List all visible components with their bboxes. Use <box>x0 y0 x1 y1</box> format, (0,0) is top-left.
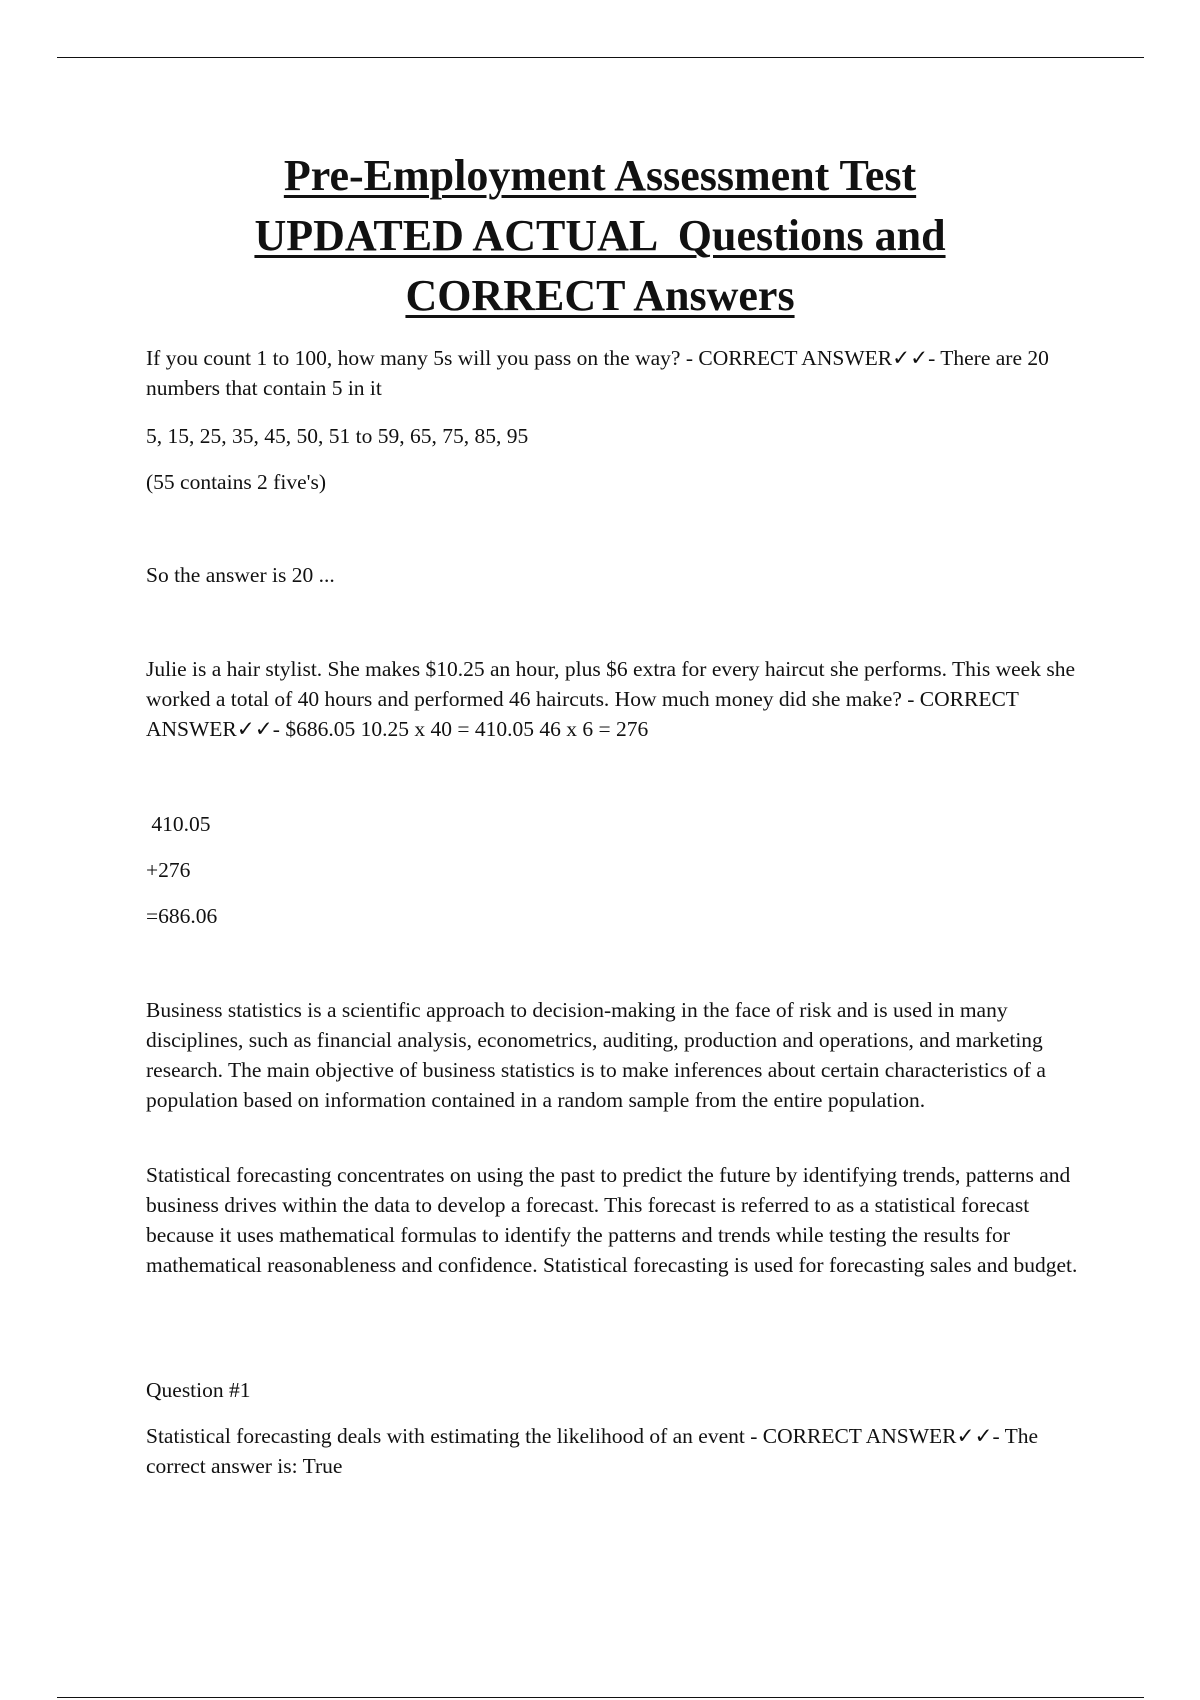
question-count-fives: If you count 1 to 100, how many 5s will you pass on the way? - CORRECT ANSWER✓✓- There are 20 numbers that contain 5 in it <box>146 346 1049 400</box>
top-divider <box>57 57 1144 58</box>
calc-line-2: +276 <box>146 858 191 882</box>
answer-note-fives: (55 contains 2 five's) <box>146 470 327 494</box>
paragraph-statistical-forecasting: Statistical forecasting concentrates on using the past to predict the future by identifying trends, patterns and business drives within the data to develop a forecast. This forecast is referred to as a statistical forecast because it uses mathematical formulas to identify the patterns and trends while testing the results for mathematical reasonableness and confidence. Statistical forecasting is used for forecasting sales and budget. <box>146 1163 1078 1277</box>
calc-line-1: 410.05 <box>146 812 211 836</box>
page-title <box>100 146 1100 326</box>
answer-summary-fives: So the answer is 20 ... <box>146 563 335 587</box>
question-1-answer: Statistical forecasting deals with estimating the likelihood of an event - CORRECT ANSWER✓✓- The correct answer is: True <box>146 1424 1039 1478</box>
question-number-label: Question #1 <box>146 1378 251 1402</box>
answer-list-fives: 5, 15, 25, 35, 45, 50, 51 to 59, 65, 75, 85, 95 <box>146 424 529 448</box>
title-line-3: CORRECT Answers <box>405 271 795 320</box>
calc-line-3: =686.06 <box>146 904 218 928</box>
bottom-divider <box>57 1697 1144 1698</box>
title-line-1: Pre-Employment Assessment Test <box>283 151 917 200</box>
question-hair-stylist: Julie is a hair stylist. She makes $10.25 an hour, plus $6 extra for every haircut she performs. This week she worked a total of 40 hours and performed 46 haircuts. How much money did she make? - CORRECT ANSWER✓✓- $686.05 10.25 x 40 = 410.05 46 x 6 = 276 <box>146 657 1076 741</box>
paragraph-business-statistics: Business statistics is a scientific approach to decision-making in the face of risk and is used in many disciplines, such as financial analysis, econometrics, auditing, production and operations, and marketing research. The main objective of business statistics is to make inferences about certain characteristics of a population based on information contained in a random sample from the entire population. <box>146 998 1046 1112</box>
title-line-2: UPDATED ACTUAL Questions and <box>254 211 946 260</box>
